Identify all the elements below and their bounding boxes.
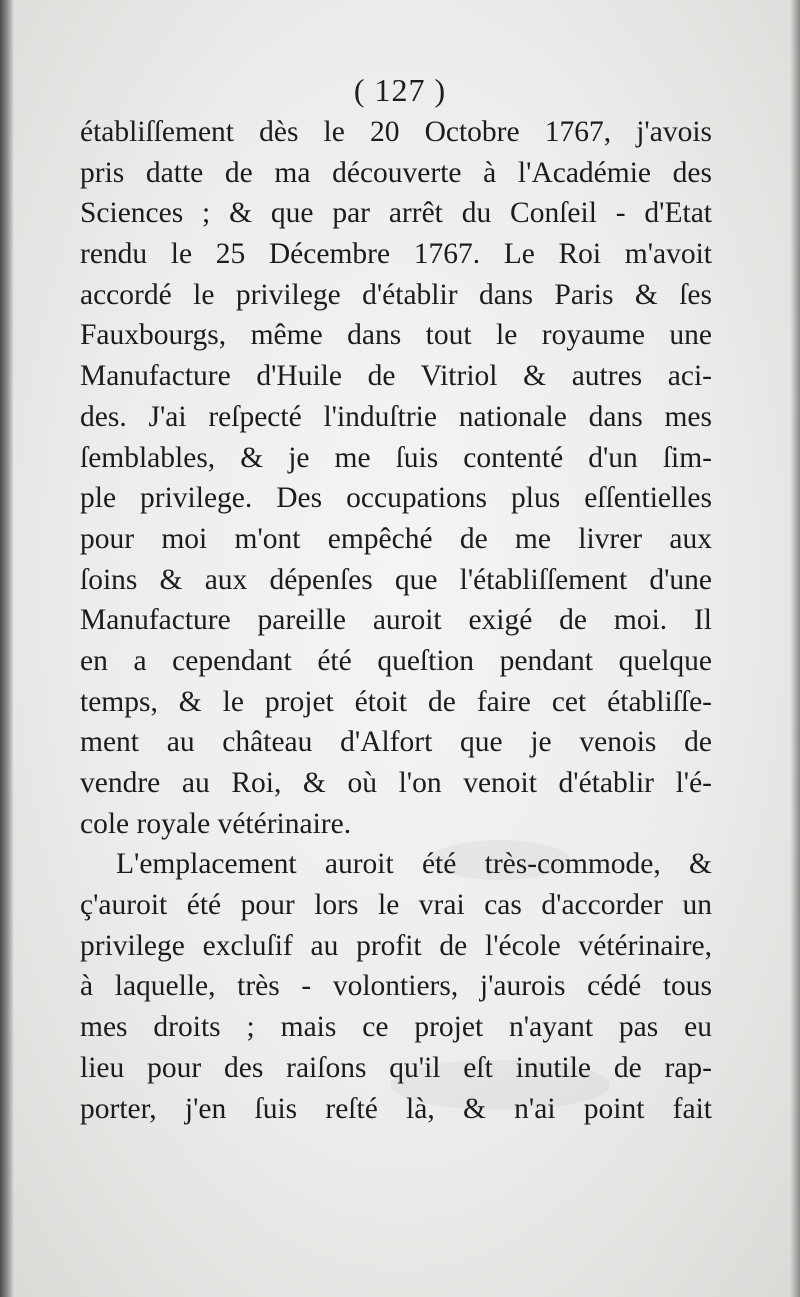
text-line: ç'auroit été pour lors le vrai cas d'accorder un (80, 889, 712, 922)
text-line: rendu le 25 Décembre 1767. Le Roi m'avoit (80, 238, 712, 271)
text-line: établiſſement dès le 20 Octobre 1767, j'avois (80, 116, 712, 148)
text-line: Sciences ; & que par arrêt du Conſeil - d'Etat (80, 197, 712, 230)
text-line: ment au château d'Alfort que je venois de (80, 726, 712, 759)
text-line: ſoins & aux dépenſes que l'établiſſement d'une (80, 563, 712, 596)
text-line: lieu pour des raiſons qu'il eſt inutile de rap- (80, 1051, 712, 1084)
text-line: Manufacture d'Huile de Vitriol & autres aci- (80, 360, 712, 393)
body-text (80, 112, 712, 1129)
text-line: mes droits ; mais ce projet n'ayant pas eu (80, 1011, 712, 1044)
text-line: accordé le privilege d'établir dans Paris & ſes (80, 278, 712, 311)
text-line: L'emplacement auroit été très-commode, & (116, 848, 712, 881)
page-right-edge-shadow (790, 0, 800, 1297)
text-line: privilege excluſif au profit de l'école vétérinaire, (80, 929, 712, 962)
text-line: des. J'ai reſpecté l'induſtrie nationale dans mes (80, 400, 712, 433)
text-line: porter, j'en ſuis reſté là, & n'ai point fait (80, 1092, 712, 1125)
text-line: pris datte de ma découverte à l'Académie des (80, 156, 712, 189)
text-line: Fauxbourgs, même dans tout le royaume une (80, 319, 712, 352)
text-line: cole royale vétérinaire. (80, 807, 352, 840)
paragraph (80, 112, 712, 844)
text-line: en a cependant été queſtion pendant quelque (80, 644, 712, 677)
text-line: ple privilege. Des occupations plus eſſentielles (80, 482, 712, 515)
text-line: vendre au Roi, & où l'on venoit d'établir l'é- (80, 767, 712, 799)
text-line: Manufacture pareille auroit exigé de moi. Il (80, 604, 712, 637)
paragraph (80, 844, 712, 1129)
text-line: pour moi m'ont empêché de me livrer aux (80, 522, 712, 555)
page-left-edge-shadow (0, 0, 14, 1297)
text-line: temps, & le projet étoit de faire cet établiſſe- (80, 685, 712, 718)
text-line: ſemblables, & je me ſuis contenté d'un ſim- (80, 441, 712, 474)
page-number: ( 127 ) (353, 72, 447, 108)
text-line: à laquelle, très - volontiers, j'aurois cédé tous (80, 970, 712, 1003)
